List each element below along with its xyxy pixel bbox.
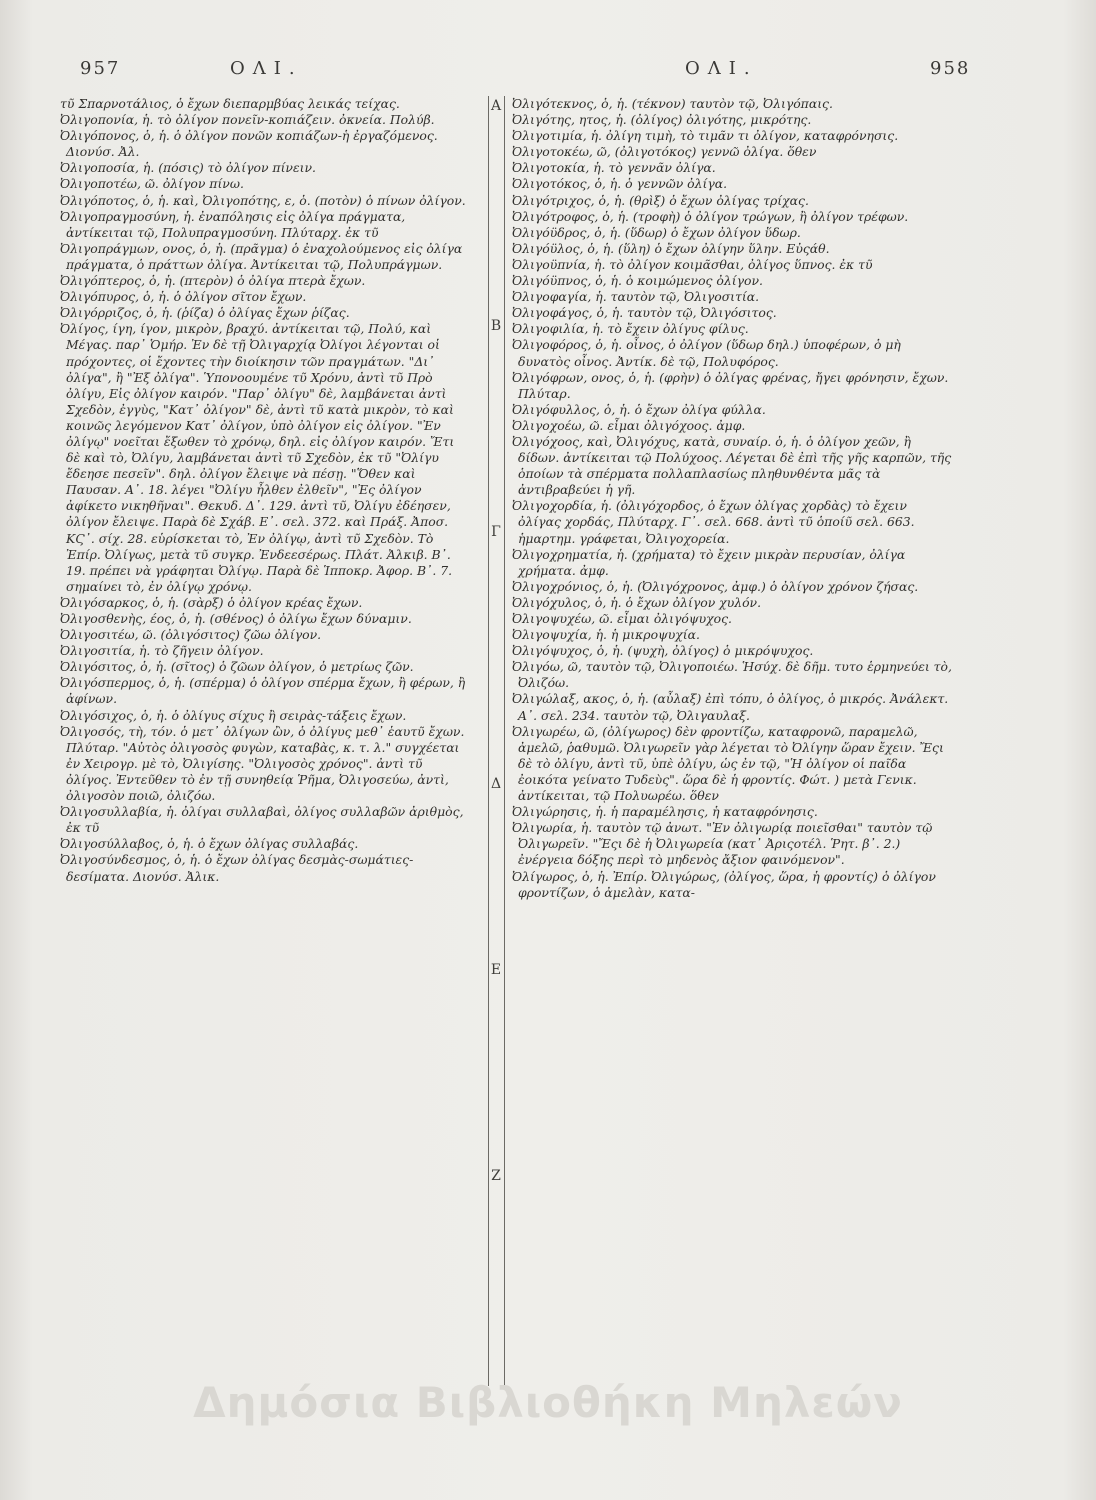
dictionary-entry: Ὀλιγοφαγία, ἡ. ταυτὸν τῷ, Ὀλιγοσιτία. xyxy=(512,289,760,305)
dictionary-entry: Ὀλιγοφόρος, ὁ, ἡ. οἶνος, ὁ ὀλίγον (ὕδωρ δηλ.) ὑποφέρων, ὁ μὴ δυνατὸς οἶνος. Ἀντίκ. δὲ τῷ, Πολυφόρος. xyxy=(512,337,901,369)
dictionary-entry: Ὀλιγόχοος, καὶ, Ὀλιγόχυς, κατὰ, συναίρ. ὁ, ἡ. ὁ ὀλίγον χεῶν, ἢ δίδων. ἀντίκειται τῷ Πολύχοος. Λέγεται δὲ ἐπὶ τῆς γῆς καρπῶν, τῆς ὁποίων τὰ σπέρματα πολλαπλασίως πληθυνθέντα μᾶς τὰ ἀντιβραβεύει ἡ γῆ. xyxy=(512,433,952,498)
dictionary-entry: τῦ Σπαρνοτάλιος, ὁ ἔχων διεπαρμβύας λεικάς τείχας. xyxy=(60,96,400,111)
dictionary-entry: Ὀλιγοψυχέω, ῶ. εἶμαι ὀλιγόψυχος. xyxy=(512,611,732,626)
section-marker-z: Z xyxy=(491,1168,501,1184)
dictionary-entry: Ὀλιγωρέω, ῶ, (ὀλίγωρος) δὲν φροντίζω, καταφρονῶ, παραμελῶ, ἀμελῶ, ῥαθυμῶ. Ὀλιγωρεῖν γὰρ λέγεται τὸ Ὀλίγην ὥραν ἔχειν. Ἔςι δὲ τὸ ὀλίγυ, ἀντὶ τῦ, ὑπὲ ὀλίγυ, ὡς ἐν τῷ, "Ἡ ὀλίγον οἱ παῖδα ἐοικότα γείνατο Τυδεὺς". ὥρα δὲ ἡ φροντίς. Φώτ. ) μετὰ Γενικ. ἀντίκειται, τῷ Πολυωρέω. ὅθεν xyxy=(512,723,944,804)
dictionary-entry: Ὀλιγώρησις, ἡ. ἡ παραμέλησις, ἡ καταφρόνησις. xyxy=(512,804,818,820)
dictionary-entry: Ὀλιγόσιτος, ὁ, ἡ. (σῖτος) ὁ ζῶων ὀλίγον, ὁ μετρίως ζῶν. xyxy=(60,659,414,675)
dictionary-entry: Ὀλιγότριχος, ὁ, ἡ. (θρὶξ) ὁ ἔχων ὀλίγας τρίχας. xyxy=(512,192,809,208)
running-head-left: ΟΛΙ. xyxy=(230,58,303,79)
dictionary-entry: Ὀλιγοποτέω, ῶ. ὀλίγον πίνω. xyxy=(60,176,244,192)
divider-rule-left xyxy=(488,96,489,1386)
dictionary-entry: Ὀλιγόρριζος, ὁ, ἡ. (ῥίζα) ὁ ὀλίγας ἔχων ῥίζας. xyxy=(60,305,350,321)
dictionary-entry: Ὀλιγόφυλλος, ὁ, ἡ. ὁ ἔχων ὀλίγα φύλλα. xyxy=(512,401,766,417)
dictionary-entry: Ὀλιγότεκνος, ὁ, ἡ. (τέκνον) ταυτὸν τῷ, Ὀλιγόπαις. xyxy=(512,96,833,111)
running-head-right: ΟΛΙ. xyxy=(685,58,758,79)
dictionary-entry: Ὀλιγοχορδία, ἡ. (ὀλιγόχορδος, ὁ ἔχων ὀλίγας χορδὰς) τὸ ἔχειν ὀλίγας χορδάς, Πλύταρχ. Γ᾽. σελ. 668. ἀντὶ τῦ ὁποίῦ σελ. 663. ἡμαρτημ. γράφεται, Ὀλιγοχορεία. xyxy=(512,498,915,546)
dictionary-entry: Ὀλιγώλαξ, ακος, ὁ, ἡ. (αὖλαξ) ἐπὶ τόπυ, ὁ ὀλίγος, ὁ μικρός. Ἀνάλεκτ. Α᾽. σελ. 234. ταυτὸν τῷ, Ὀλιγαυλαξ. xyxy=(512,691,949,723)
dictionary-entry: Ὀλιγοσθενὴς, έος, ὁ, ἡ. (σθένος) ὁ ὀλίγω ἔχων δύναμιν. xyxy=(60,611,412,626)
dictionary-entry: Ὀλιγωρία, ἡ. ταυτὸν τῷ ἀνωτ. "Ἐν ὀλιγωρίᾳ ποιεῖσθαι" ταυτὸν τῷ Ὀλιγωρεῖν. "Ἔςι δὲ ἡ Ὀλιγωρεία (κατ᾽ Ἀριςοτέλ. Ῥητ. β᾽. 2.) ἐνέργεια δόξης περὶ τὸ μηδενὸς ἄξιον φαινόμενον". xyxy=(512,820,933,868)
dictionary-entry: Ὀλιγοπονία, ἡ. τὸ ὀλίγον πονεῖν-κοπιάζειν. ὀκνεία. Πολύβ. xyxy=(60,112,435,128)
dictionary-entry: Ὀλιγόϋπνος, ὁ, ἡ. ὁ κοιμώμενος ὀλίγον. xyxy=(512,273,763,289)
dictionary-entry: Ὀλιγότροφος, ὁ, ἡ. (τροφὴ) ὁ ὀλίγον τρώγων, ἢ ὀλίγον τρέφων. xyxy=(512,208,909,224)
dictionary-entry: Ὀλιγοσύλλαβος, ὁ, ἡ. ὁ ἔχων ὀλίγας συλλαβάς. xyxy=(60,836,359,852)
section-marker-a: A xyxy=(490,98,502,114)
dictionary-entry: Ὀλιγοφιλία, ἡ. τὸ ἔχειν ὀλίγυς φίλυς. xyxy=(512,321,749,337)
dictionary-entry: Ὀλιγοσυλλαβία, ἡ. ὀλίγαι συλλαβαὶ, ὀλίγος συλλαβῶν ἀριθμὸς, ἐκ τῦ xyxy=(60,804,464,836)
dictionary-entry: Ὀλιγοσός, τὴ, τόν. ὁ μετ᾽ ὀλίγων ὢν, ὁ ὀλίγυς μεθ᾽ ἑαυτῦ ἔχων. Πλύταρ. "Αὐτὸς ὀλιγοσὸς φυγὼν, καταβὰς, κ. τ. λ." συγχέεται ἐν Χειρογρ. μὲ τὸ, Ὀλιγίσης. "Ὀλιγοσὸς χρόνος". ἀντὶ τῦ ὀλίγος. Ἐντεῦθεν τὸ ἐν τῇ συνηθείᾳ Ῥῆμα, Ὀλιγοσεύω, ἀντὶ, ὀλιγοσὸν ποιῶ, ὀλιζόω. xyxy=(60,723,465,804)
dictionary-entry: Ὀλιγόω, ῶ, ταυτὸν τῷ, Ὀλιγοποιέω. Ἡσύχ. δὲ δῆμ. τυτο ἑρμηνεύει τὸ, Ὀλιζόω. xyxy=(512,659,952,691)
dictionary-entry: Ὀλιγοσιτία, ἡ. τὸ ζῆγειν ὀλίγον. xyxy=(60,643,264,659)
page-number-left: 957 xyxy=(80,58,121,79)
dictionary-entry: Ὀλιγοτοκέω, ῶ, (ὀλιγοτόκος) γεννῶ ὀλίγα. ὅθεν xyxy=(512,144,817,160)
dictionary-entry: Ὀλιγοψυχία, ἡ. ἡ μικροψυχία. xyxy=(512,627,700,643)
section-marker-e: E xyxy=(490,962,502,978)
divider-rule-right xyxy=(504,96,505,1386)
dictionary-entry: Ὀλιγόπυρος, ὁ, ἡ. ὁ ὀλίγον σῖτον ἔχων. xyxy=(60,289,307,305)
dictionary-entry: Ὀλιγοσιτέω, ῶ. (ὀλιγόσιτος) ζῶω ὀλίγον. xyxy=(60,627,322,643)
dictionary-entry: Ὀλιγότης, ητος, ἡ. (ὀλίγος) ὀλιγότης, μικρότης. xyxy=(512,112,812,128)
dictionary-entry: Ὀλιγόχυλος, ὁ, ἡ. ὁ ἔχων ὀλίγον χυλόν. xyxy=(512,594,762,610)
dictionary-entry: Ὀλιγοπράγμων, ονος, ὁ, ἡ. (πρᾶγμα) ὁ ἐναχολούμενος εἰς ὀλίγα πράγματα, ὁ πράττων ὀλίγα. Ἀντίκειται τῷ, Πολυπράγμων. xyxy=(60,240,463,272)
right-column xyxy=(512,96,952,901)
section-marker-gamma: Γ xyxy=(491,524,501,540)
dictionary-entry: Ὀλιγόποτος, ὁ, ἡ. καὶ, Ὀλιγοπότης, ε, ὁ. (ποτὸν) ὁ πίνων ὀλίγον. xyxy=(60,192,466,208)
page-header xyxy=(80,58,971,94)
dictionary-entry: Ὀλιγοχοέω, ῶ. εἶμαι ὀλιγόχοος. ἀμφ. xyxy=(512,417,746,433)
dictionary-entry: Ὀλιγοϋπνία, ἡ. τὸ ὀλίγον κοιμᾶσθαι, ὀλίγος ὕπνος. ἐκ τῦ xyxy=(512,256,873,272)
library-watermark: Δημόσια Βιβλιοθήκη Μηλεών xyxy=(193,1378,903,1427)
dictionary-entry: Ὀλιγοτιμία, ἡ. ὀλίγη τιμὴ, τὸ τιμᾶν τι ὀλίγον, καταφρόνησις. xyxy=(512,128,899,144)
dictionary-entry: Ὀλιγοπραγμοσύνη, ἡ. ἐναπόλησις εἰς ὀλίγα πράγματα, ἀντίκειται τῷ, Πολυπραγμοσύνη. Πλύταρχ. ἐκ τῦ xyxy=(60,208,406,240)
dictionary-entry: Ὀλιγοτοκία, ἡ. τὸ γεννᾶν ὀλίγα. xyxy=(512,160,716,176)
dictionary-entry: Ὀλιγοτόκος, ὁ, ἡ. ὁ γεννῶν ὀλίγα. xyxy=(512,176,728,192)
dictionary-entry: Ὀλιγόϋλος, ὁ, ἡ. (ὕλη) ὁ ἔχων ὀλίγην ὕλην. Εὐςάθ. xyxy=(512,240,830,256)
dictionary-entry: Ὀλιγοχρόνιος, ὁ, ἡ. (Ὀλιγόχρονος, ἀμφ.) ὁ ὀλίγον χρόνον ζήσας. xyxy=(512,578,919,594)
dictionary-entry: Ὀλιγοφάγος, ὁ, ἡ. ταυτὸν τῷ, Ὀλιγόσιτος. xyxy=(512,305,777,321)
dictionary-entry: Ὀλιγόψυχος, ὁ, ἡ. (ψυχὴ, ὀλίγος) ὁ μικρόψυχος. xyxy=(512,643,814,659)
dictionary-entry: Ὀλιγόπτερος, ὁ, ἡ. (πτερὸν) ὁ ὀλίγα πτερὰ ἔχων. xyxy=(60,273,366,289)
dictionary-entry: Ὀλίγωρος, ὁ, ἡ. Ἐπίρ. Ὀλιγώρως, (ὀλίγος, ὥρα, ἡ φροντίς) ὁ ὀλίγον φροντίζων, ὁ ἀμελὰν, κατα- xyxy=(512,868,936,900)
section-marker-delta: Δ xyxy=(490,776,502,792)
column-divider xyxy=(486,96,506,1386)
page-number-right: 958 xyxy=(930,58,971,79)
section-marker-b: B xyxy=(490,318,502,334)
dictionary-entry: Ὀλιγόϋδρος, ὁ, ἡ. (ὕδωρ) ὁ ἔχων ὀλίγον ὕδωρ. xyxy=(512,224,801,240)
dictionary-entry: Ὀλιγοποσία, ἡ. (πόσις) τὸ ὀλίγον πίνειν. xyxy=(60,160,316,176)
dictionary-entry: Ὀλιγοσύνδεσμος, ὁ, ἡ. ὁ ἔχων ὀλίγας δεσμὰς-σωμάτιες-δεσίματα. Διονύσ. Ἀλικ. xyxy=(60,852,414,884)
dictionary-entry: Ὀλιγόπονος, ὁ, ἡ. ὁ ὀλίγον πονῶν κοπιάζων-ἡ ἐργαζόμενος. Διονύσ. Ἀλ. xyxy=(60,128,438,160)
left-column xyxy=(60,96,470,885)
dictionary-entry: Ὀλιγόσαρκος, ὁ, ἡ. (σὰρξ) ὁ ὀλίγον κρέας ἔχων. xyxy=(60,594,363,610)
dictionary-entry: Ὀλιγόσιχος, ὁ, ἡ. ὁ ὀλίγυς σίχυς ἢ σειρὰς-τάξεις ἔχων. xyxy=(60,707,407,723)
dictionary-entry: Ὀλίγος, ίγη, ίγον, μικρὸν, βραχύ. ἀντίκειται τῷ, Πολύ, καὶ Μέγας. παρ᾽ Ὁμήρ. Ἐν δὲ τῇ Ὀλιγαρχίᾳ Ὀλίγοι λέγονται οἱ πρόχοντες, οἱ ἔχοντες τὴν διοίκησιν τῶν πραγμάτων. "Δι᾽ ὀλίγα", ἢ "Ἐξ ὀλίγα". Ὑπονοουμένε τῦ Χρόνυ, ἀντὶ τῦ Πρὸ ὀλίγυ, Εἰς ὀλίγον καιρόν. "Παρ᾽ ὀλίγυ" δὲ, λαμβάνεται ἀντὶ Σχεδὸν, ἐγγὺς, "Κατ᾽ ὀλίγον" δὲ, ἀντὶ τῦ κατὰ μικρὸν, τὸ καὶ κοινῶς λεγόμενον Κατ᾽ ὀλίγον, ὑπὸ ὀλίγον εἰς ὀλίγον. "Ἐν ὀλίγῳ" νοεῖται ἔξωθεν τὸ χρόνῳ, δηλ. εἰς ὀλίγον καιρόν. Ἔτι δὲ καὶ τὸ, Ὀλίγυ, λαμβάνεται ἀντὶ τῦ Σχεδὸν, ἐκ τῦ "Ὀλίγυ ἔδεησε πεσεῖν". δηλ. ὀλίγον ἔλειψε νὰ πέσῃ. "Ὅθεν καὶ Παυσαν. Α᾽. 18. λέγει "Ὀλίγυ ἦλθεν ἐλθεῖν", "Ἐς ὀλίγον ἀφίκετο νικηθῆναι". Θεκυδ. Δ᾽. 129. ἀντὶ τῦ, Ὀλίγυ ἐδέησεν, ὀλίγον ἔλειψε. Παρὰ δὲ Σχάβ. Ε᾽. σελ. 372. καὶ Πράξ. Ἀποσ. ΚϚ᾽. σίχ. 28. εὑρίσκεται τὸ, Ἐν ὀλίγῳ, ἀντὶ τῦ Σχεδὸν. Τὸ Ἐπίρ. Ὀλίγως, μετὰ τῦ συγκρ. Ἐνδεεσέρως. Πλάτ. Ἀλκιβ. Β᾽. 19. πρέπει νὰ γράφηται Ὀλίγῳ. Παρὰ δὲ Ἱπποκρ. Ἀφορ. Β᾽. 7. σημαίνει τὸ, ἐν ὀλίγῳ χρόνῳ. xyxy=(60,321,455,594)
dictionary-entry: Ὀλιγόφρων, ονος, ὁ, ἡ. (φρὴν) ὁ ὀλίγας φρένας, ἤγει φρόνησιν, ἔχων. Πλύταρ. xyxy=(512,369,949,401)
dictionary-entry: Ὀλιγόσπερμος, ὁ, ἡ. (σπέρμα) ὁ ὀλίγον σπέρμα ἔχων, ἢ φέρων, ἢ ἀφίνων. xyxy=(60,675,466,707)
dictionary-entry: Ὀλιγοχρηματία, ἡ. (χρήματα) τὸ ἔχειν μικρὰν περυσίαν, ὀλίγα χρήματα. ἀμφ. xyxy=(512,546,906,578)
